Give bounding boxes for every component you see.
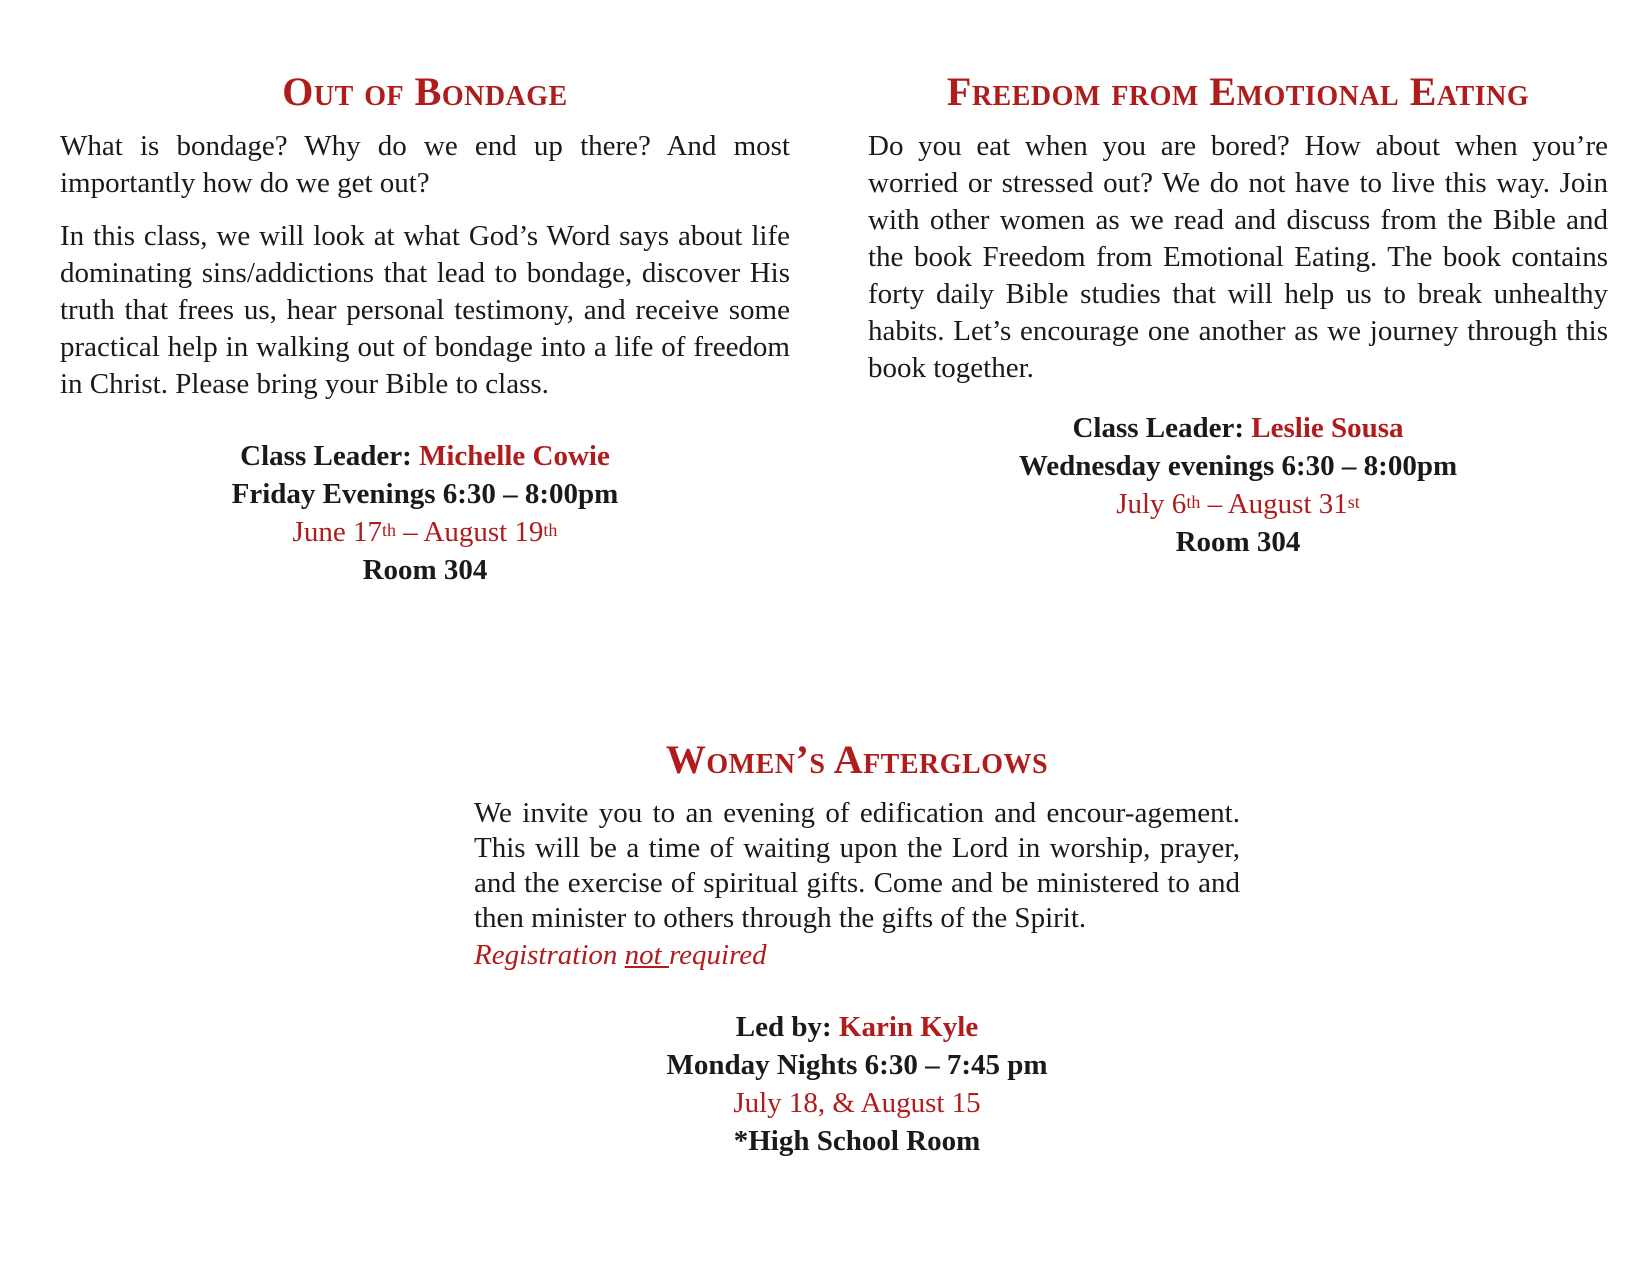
- class-dates: [60, 513, 790, 551]
- leader-label: Led by:: [735, 1011, 832, 1043]
- afterglows-schedule: Monday Nights 6:30 – 7:45 pm: [666, 1049, 1048, 1081]
- registration-note-start: Registration: [474, 939, 625, 971]
- afterglows-title: Women’s Afterglows: [665, 737, 1049, 782]
- afterglows-info: [474, 1008, 1240, 1160]
- date-end: – August 31: [1200, 488, 1348, 520]
- class-room: Room 304: [1175, 526, 1301, 558]
- registration-note-underlined: not: [624, 939, 669, 971]
- emotional-eating-description: Do you eat when you are bored? How about when you’re worried or stressed out? We do not have to live this way. Join with other women as we read and discuss from the Bible and the book Freedom from Emotional Eating. The book contains forty daily Bible studies that will help us to break unhealthy habits. Let’s encourage one another as we journey through this book together.: [868, 130, 1608, 384]
- class-schedule: Wednesday evenings 6:30 – 8:00pm: [1018, 450, 1458, 482]
- registration-note-end: required: [668, 939, 767, 971]
- date-start-suffix: th: [1186, 492, 1201, 512]
- out-of-bondage-section: [60, 70, 790, 589]
- date-end-suffix: st: [1347, 492, 1360, 512]
- date-start: June 17: [292, 516, 382, 548]
- out-of-bondage-title: Out of Bondage: [282, 69, 568, 114]
- class-leader-name: Michelle Cowie: [418, 440, 610, 472]
- emotional-eating-section: [868, 70, 1608, 561]
- class-schedule: Friday Evenings 6:30 – 8:00pm: [231, 478, 619, 510]
- leader-line: [474, 1008, 1240, 1046]
- class-leader-line: [868, 409, 1608, 447]
- out-of-bondage-intro: What is bondage? Why do we end up there? And most importantly how do we get out?: [60, 130, 790, 199]
- leader-name: Karin Kyle: [838, 1011, 979, 1043]
- class-leader-line: [60, 437, 790, 475]
- emotional-eating-info: [868, 409, 1608, 561]
- emotional-eating-title: Freedom from Emotional Eating: [946, 69, 1530, 114]
- date-end: – August 19: [395, 516, 544, 548]
- out-of-bondage-info: [60, 437, 790, 589]
- afterglows-section: [474, 738, 1240, 1160]
- registration-note: [474, 936, 1240, 974]
- class-leader-label: Class Leader:: [240, 440, 412, 472]
- date-start: July 6: [1116, 488, 1187, 520]
- class-leader-name: Leslie Sousa: [1251, 412, 1404, 444]
- class-room: Room 304: [362, 554, 488, 586]
- class-dates: [868, 485, 1608, 523]
- class-leader-label: Class Leader:: [1072, 412, 1245, 444]
- afterglows-dates: July 18, & August 15: [733, 1087, 981, 1119]
- out-of-bondage-description: In this class, we will look at what God’s Word says about life dominating sins/addictions that lead to bondage, discover His truth that frees us, hear personal testimony, and receive some practical help in walking out of bondage into a life of freedom in Christ. Please bring your Bible to class.: [60, 220, 790, 400]
- date-end-suffix: th: [543, 520, 558, 540]
- date-start-suffix: th: [381, 520, 396, 540]
- afterglows-room: *High School Room: [733, 1125, 981, 1157]
- afterglows-description: We invite you to an evening of edification and encour-agement. This will be a time of waiting upon the Lord in worship, prayer, and the exercise of spiritual gifts. Come and be ministered to and then minister to others through the gifts of the Spirit.: [474, 797, 1240, 934]
